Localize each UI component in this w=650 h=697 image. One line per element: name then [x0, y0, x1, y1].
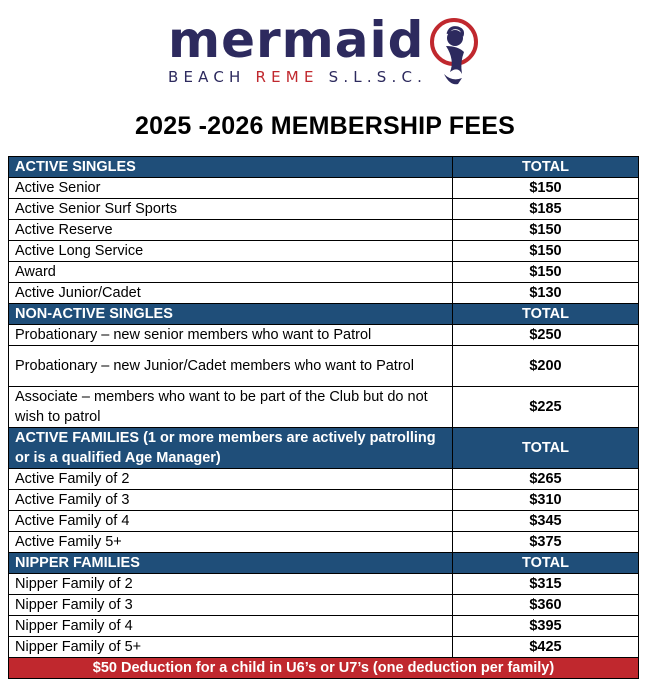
table-row: [9, 199, 639, 220]
deduction-note: $50 Deduction for a child in U6’s or U7’s (one deduction per family): [9, 658, 639, 679]
table-row: [9, 387, 639, 428]
fee-amount: $310: [453, 490, 639, 511]
membership-fees-table: [8, 156, 639, 679]
mermaid-emblem-icon: [428, 16, 484, 88]
table-row: [9, 574, 639, 595]
fee-amount: $225: [453, 387, 639, 428]
fee-label: Nipper Family of 5+: [9, 637, 453, 658]
table-row: [9, 511, 639, 532]
fee-label: Active Reserve: [9, 220, 453, 241]
section-header-active-singles: [9, 157, 639, 178]
section-heading: NIPPER FAMILIES: [9, 553, 453, 574]
table-row: [9, 220, 639, 241]
fee-label: Active Long Service: [9, 241, 453, 262]
fee-label: Active Family 5+: [9, 532, 453, 553]
fee-amount: $265: [453, 469, 639, 490]
section-heading: ACTIVE SINGLES: [9, 157, 453, 178]
fee-amount: $345: [453, 511, 639, 532]
fee-label: Active Junior/Cadet: [9, 283, 453, 304]
table-row: [9, 490, 639, 511]
section-heading: ACTIVE FAMILIES (1 or more members are actively patrolling or is a qualified Age Manager): [9, 428, 453, 469]
table-row: [9, 241, 639, 262]
table-row: [9, 637, 639, 658]
deduction-note-row: [9, 658, 639, 679]
table-row: [9, 262, 639, 283]
section-header-nipper-families: [9, 553, 639, 574]
page-title: 2025 -2026 MEMBERSHIP FEES: [135, 112, 515, 140]
table-row: [9, 532, 639, 553]
fee-amount: $315: [453, 574, 639, 595]
fee-label: Nipper Family of 3: [9, 595, 453, 616]
table-row: [9, 283, 639, 304]
logo-subtitle-part1: BEACH: [168, 68, 256, 86]
fee-label: Active Senior Surf Sports: [9, 199, 453, 220]
fee-label: Active Family of 2: [9, 469, 453, 490]
fee-amount: $395: [453, 616, 639, 637]
fee-amount: $360: [453, 595, 639, 616]
logo-subtitle: [168, 68, 427, 86]
fee-amount: $250: [453, 325, 639, 346]
fee-amount: $150: [453, 178, 639, 199]
table-row: [9, 595, 639, 616]
fee-label: Nipper Family of 2: [9, 574, 453, 595]
total-column-label: TOTAL: [453, 428, 639, 469]
section-header-non-active-singles: [9, 304, 639, 325]
fee-label: Active Family of 4: [9, 511, 453, 532]
club-logo: [160, 10, 490, 90]
section-header-active-families: [9, 428, 639, 469]
section-heading: NON-ACTIVE SINGLES: [9, 304, 453, 325]
fee-label: Probationary – new senior members who want to Patrol: [9, 325, 453, 346]
fee-amount: $200: [453, 346, 639, 387]
fee-label: Active Family of 3: [9, 490, 453, 511]
fee-label: Associate – members who want to be part of the Club but do not wish to patrol: [9, 387, 453, 428]
fee-label: Nipper Family of 4: [9, 616, 453, 637]
total-column-label: TOTAL: [453, 553, 639, 574]
table-row: [9, 325, 639, 346]
table-row: [9, 346, 639, 387]
total-column-label: TOTAL: [453, 304, 639, 325]
table-row: [9, 178, 639, 199]
fee-amount: $425: [453, 637, 639, 658]
logo-subtitle-accent: REME: [255, 68, 319, 86]
table-row: [9, 616, 639, 637]
fee-amount: $150: [453, 220, 639, 241]
logo-subtitle-part2: S.L.S.C.: [318, 68, 428, 86]
fee-amount: $375: [453, 532, 639, 553]
logo-wordmark: mermaid: [168, 11, 425, 69]
table-row: [9, 469, 639, 490]
fee-amount: $185: [453, 199, 639, 220]
total-column-label: TOTAL: [453, 157, 639, 178]
fee-label: Active Senior: [9, 178, 453, 199]
fee-amount: $150: [453, 262, 639, 283]
fee-amount: $130: [453, 283, 639, 304]
fee-label: Award: [9, 262, 453, 283]
fee-amount: $150: [453, 241, 639, 262]
fee-label: Probationary – new Junior/Cadet members who want to Patrol: [9, 346, 453, 387]
